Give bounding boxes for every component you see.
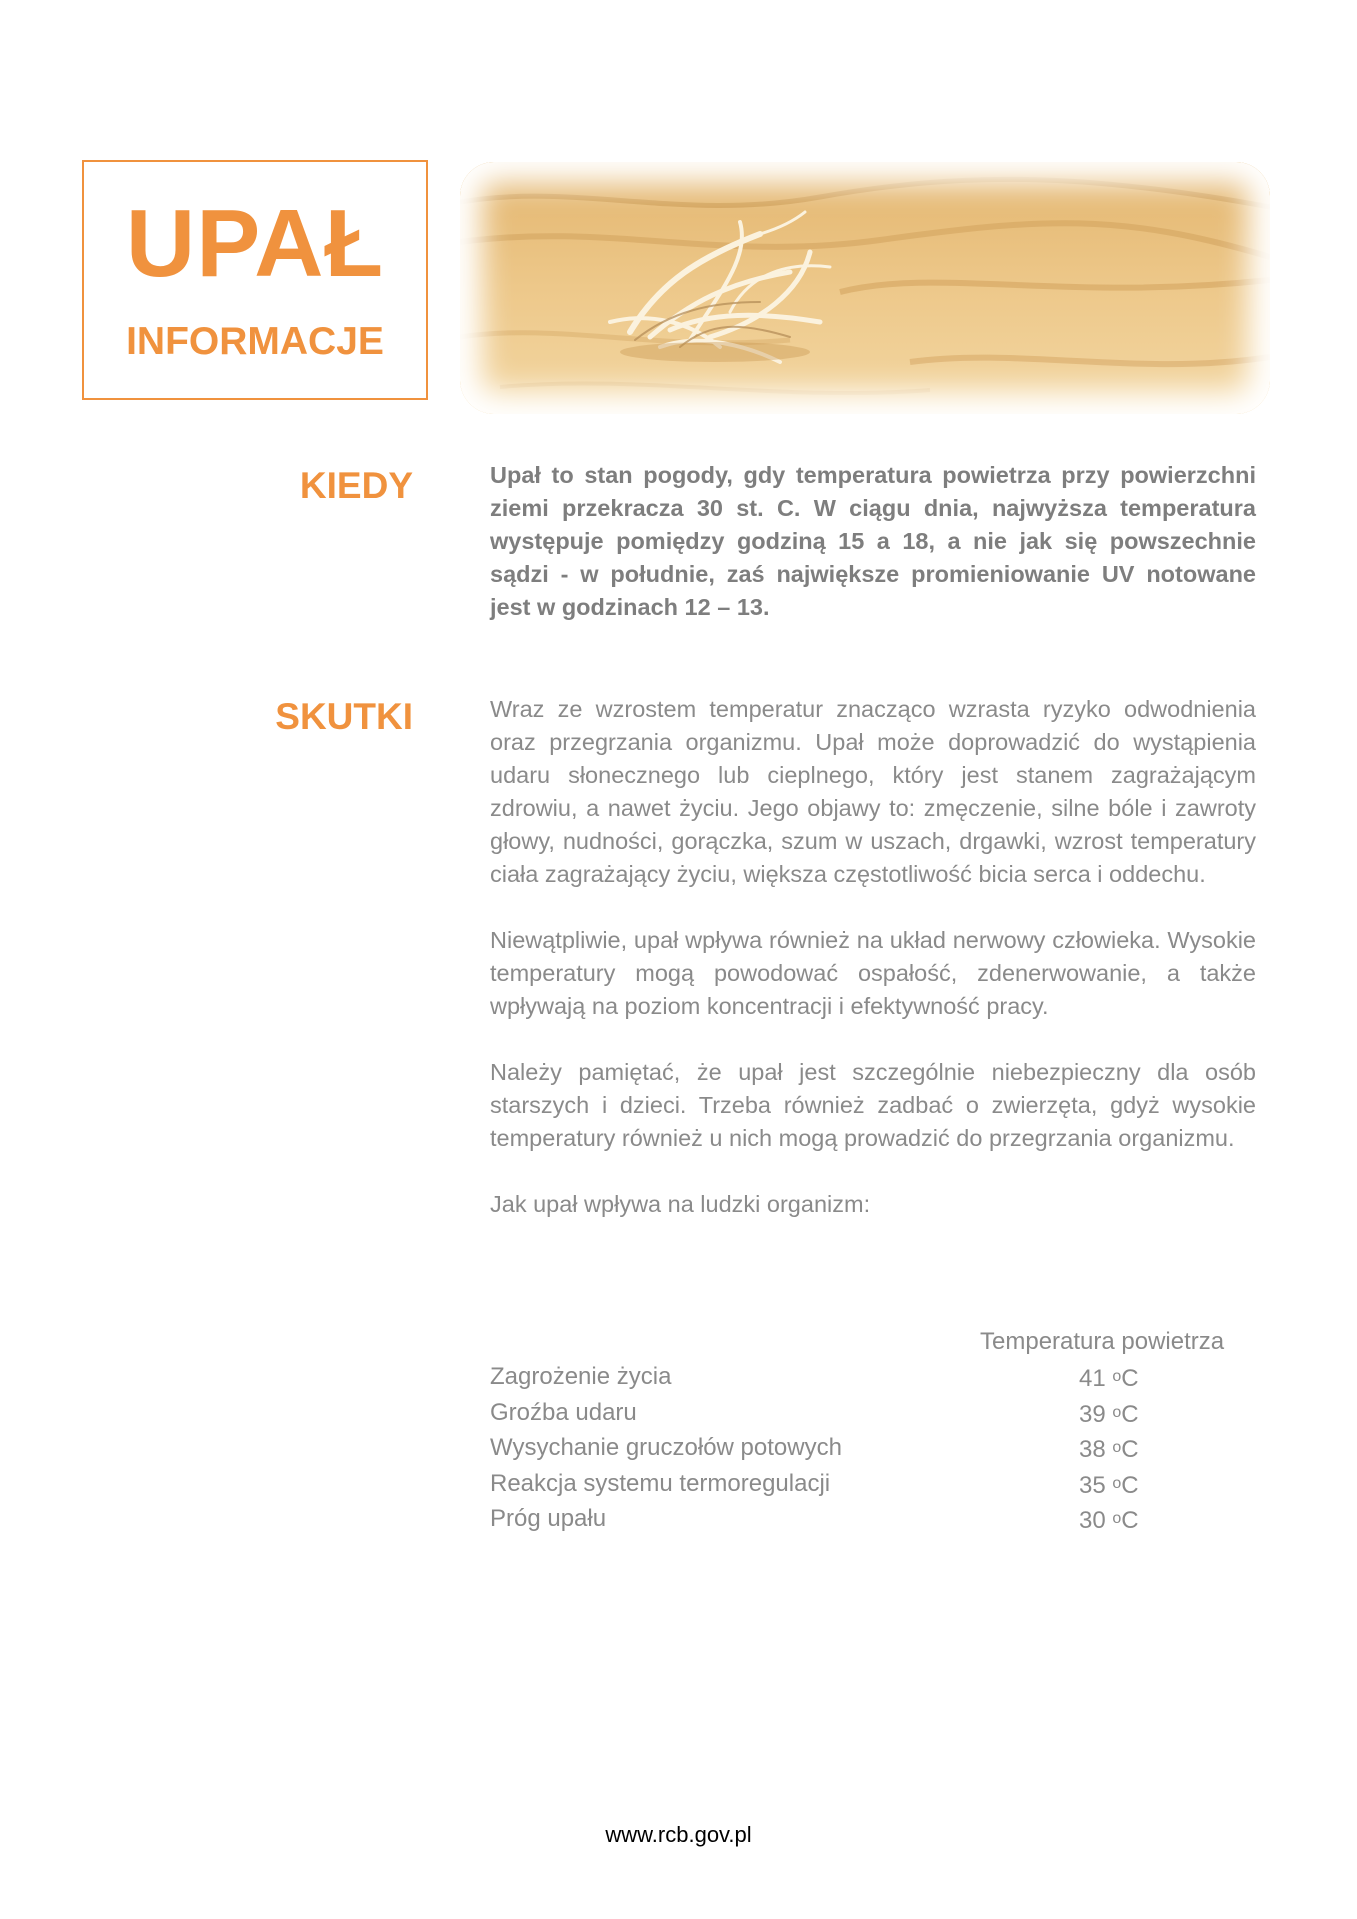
skutki-text [490, 693, 1256, 1254]
skutki-paragraph: Niewątpliwie, upał wpływa również na układ nerwowy człowieka. Wysokie temperatury mogą powodować ospałość, zdenerwowanie, a także wpływają na poziom koncentracji i efektywność pracy. [490, 927, 1256, 1019]
title-box [82, 160, 428, 400]
desert-driftwood-photo [460, 162, 1270, 414]
row-label: Groźba udaru [490, 1398, 637, 1426]
row-temperature: 38 $^o$C [1079, 1436, 1139, 1463]
table-row [490, 1430, 1256, 1466]
temperature-table [490, 1324, 1256, 1537]
footer-url: www.rcb.gov.pl [605, 1822, 752, 1847]
desert-photo-illustration [460, 162, 1270, 414]
section-label-skutki: SKUTKI [275, 696, 413, 737]
table-row [490, 1466, 1256, 1502]
row-label: Próg upału [490, 1505, 607, 1532]
skutki-paragraph: Należy pamiętać, że upał jest szczególnie niebezpieczny dla osób starszych i dzieci. Trzeba również zadbać o zwierzęta, gdyż wysokie temperatury również u nich mogą prowadzić do przegrzania organizmu. [490, 1059, 1256, 1151]
skutki-paragraph: Jak upał wpływa na ludzki organizm: [490, 1191, 871, 1217]
skutki-paragraph: Wraz ze wzrostem temperatur znacząco wzrasta ryzyko odwodnienia oraz przegrzania organizmu. Upał może doprowadzić do wystąpienia udaru słonecznego lub cieplnego, który jest stanem zagrażającym zdrowiu, a nawet życiu. Jego objawy to: zmęczenie, silne bóle i zawroty głowy, nudności, gorączka, szum w uszach, drgawki, wzrost temperatury ciała zagrażający życiu, większa częstotliwość bicia serca i oddechu. [490, 696, 1256, 887]
table-row [490, 1359, 1256, 1395]
column-header-temperature: Temperatura powietrza [980, 1328, 1225, 1355]
page-subtitle: INFORMACJE [126, 320, 384, 363]
row-temperature: 39 $^o$C [1079, 1400, 1139, 1428]
row-temperature: 41 $^o$C [1079, 1365, 1139, 1392]
row-label: Wysychanie gruczołów potowych [490, 1434, 842, 1461]
section-label-kiedy: KIEDY [299, 465, 413, 506]
row-label: Zagrożenie życia [490, 1363, 672, 1390]
row-temperature: 30 $^o$C [1079, 1507, 1139, 1534]
row-temperature: 35 $^o$C [1079, 1471, 1139, 1499]
row-label: Reakcja systemu termoregulacji [490, 1469, 831, 1497]
table-row [490, 1501, 1256, 1537]
page-title: UPAŁ [125, 190, 385, 297]
table-row [490, 1395, 1256, 1431]
table-header [490, 1324, 1256, 1359]
kiedy-text: Upał to stan pogody, gdy temperatura powietrza przy powierzchni ziemi przekracza 30 st. C. W ciągu dnia, najwyższa temperatura występuje pomiędzy godziną 15 a 18, a nie jak się powszechnie sądzi - w południe, zaś największe promieniowanie UV notowane jest w godzinach 12 – 13. [490, 462, 1256, 620]
